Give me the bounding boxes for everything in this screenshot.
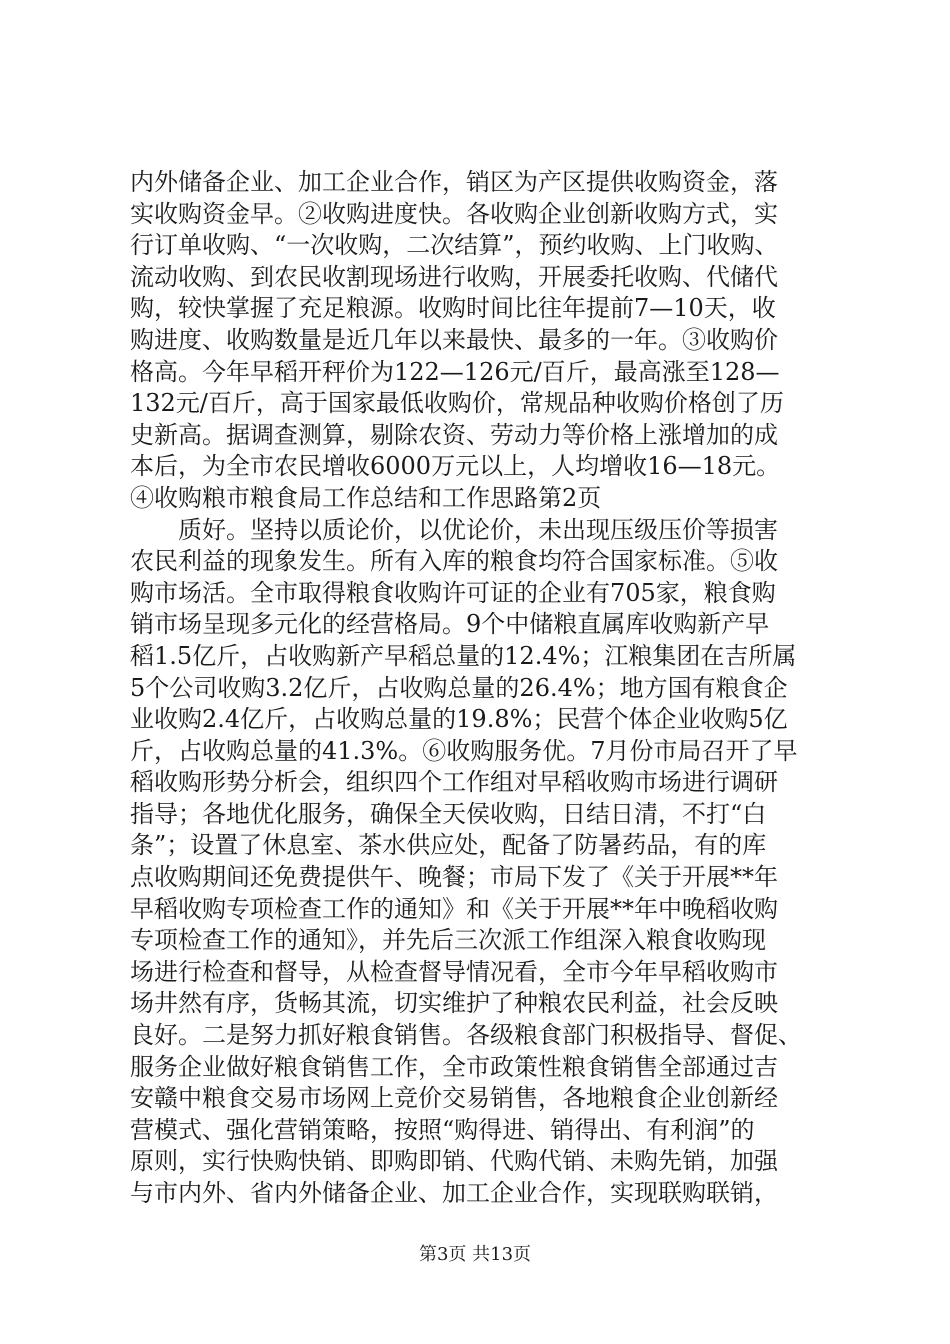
text-line: ④收购粮市粮食局工作总结和工作思路第2页 [130,483,602,512]
page-footer: 第3页 共13页 [418,1244,532,1265]
text-line: 斤，占收购总量的41.3%。⑥收购服务优。7月份市局召开了早 [130,736,798,765]
body-text [130,167,830,1210]
text-line: 稻1.5亿斤，占收购新产早稻总量的12.4%；江粮集团在吉所属 [130,641,797,670]
text-line: 购进度、收购数量是近几年以来最快、最多的一年。③收购价 [130,325,778,354]
text-line: 行订单收购、“一次收购，二次结算”，预约收购、上门收购、 [130,231,779,260]
text-line: 条”；设置了休息室、茶水供应处，配备了防暑药品，有的库 [130,831,767,860]
text-line: 安赣中粮食交易市场网上竞价交易销售，各地粮食企业创新经 [130,1084,778,1113]
text-line: 稻收购形势分析会，组织四个工作组对早稻收购市场进行调研 [130,768,778,797]
text-line: 史新高。据调查测算，剔除农资、劳动力等价格上涨增加的成 [130,420,778,449]
text-line: 服务企业做好粮食销售工作，全市政策性粮食销售全部通过吉 [130,1052,778,1081]
text-line: 实收购资金早。②收购进度快。各收购企业创新收购方式，实 [130,199,778,228]
text-line: 与市内外、省内外储备企业、加工企业合作，实现联购联销， [130,1179,778,1207]
text-line: 销市场呈现多元化的经营格局。9个中储粮直属库收购新产早 [130,610,770,639]
text-line: 指导；各地优化服务，确保全天侯收购，日结日清，不打“白 [130,799,767,828]
text-line: 格高。今年早稻开秤价为122—126元/百斤，最高涨至128— [130,357,780,386]
text-line: 业收购2.4亿斤，占收购总量的19.8%；民营个体企业收购5亿 [130,705,788,734]
text-line: 原则，实行快购快销、即购即销、代购代销、未购先销，加强 [130,1147,778,1176]
text-line: 本后，为全市农民增收6000万元以上，人均增收16—18元。 [130,452,781,481]
text-line: 场井然有序，货畅其流，切实维护了种粮农民利益，社会反映 [130,989,778,1018]
text-line: 购，较快掌握了充足粮源。收购时间比往年提前7—10天，收 [130,294,776,323]
text-line: 132元/百斤，高于国家最低收购价，常规品种收购价格创了历 [130,389,784,418]
text-line: 5个公司收购3.2亿斤，占收购总量的26.4%；地方国有粮食企 [130,673,788,702]
text-line: 质好。坚持以质论价，以优论价，未出现压级压价等损害 [130,515,778,544]
text-line: 内外储备企业、加工企业合作，销区为产区提供收购资金，落 [130,168,778,196]
text-line: 营模式、强化营销策略，按照“购得进、销得出、有利润”的 [130,1115,755,1144]
text-line: 良好。二是努力抓好粮食销售。各级粮食部门积极指导、督促、 [130,1021,802,1050]
text-line: 点收购期间还免费提供午、晚餐；市局下发了《关于开展**年 [130,863,778,892]
text-line: 购市场活。全市取得粮食收购许可证的企业有705家，粮食购 [130,578,776,607]
text-line: 专项检查工作的通知》，并先后三次派工作组深入粮食收购现 [130,926,766,955]
text-line: 流动收购、到农民收割现场进行收购，开展委托收购、代储代 [130,262,778,291]
text-line: 场进行检查和督导，从检查督导情况看，全市今年早稻收购市 [130,957,778,986]
text-line: 早稻收购专项检查工作的通知》和《关于开展**年中晚稻收购 [130,894,778,923]
text-line: 农民利益的现象发生。所有入库的粮食均符合国家标准。⑤收 [130,547,778,576]
